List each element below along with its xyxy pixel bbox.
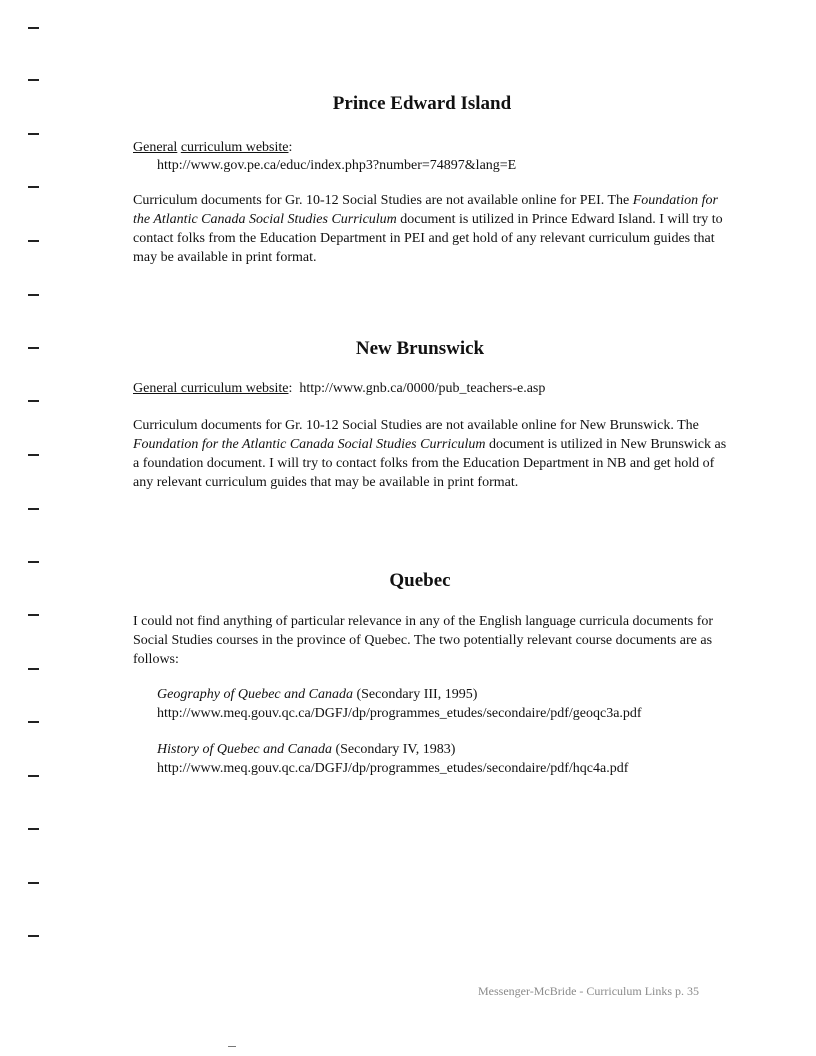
margin-tick — [28, 79, 39, 81]
pei-curriculum-label-part2: curriculum website — [180, 140, 289, 155]
nb-heading: New Brunswick — [355, 338, 485, 359]
pei-curriculum-url-line — [157, 156, 516, 175]
margin-tick — [28, 294, 39, 296]
pei-curriculum-label — [133, 138, 292, 157]
margin-tick — [28, 240, 39, 242]
pei-curriculum-colon: : — [288, 140, 293, 155]
nb-paragraph-text-1: Curriculum documents for Gr. 10-12 Social Studies are not available online for New Brunswick. The — [133, 418, 699, 433]
quebec-doc-1-title: Geography of Quebec and Canada — [157, 687, 353, 702]
margin-tick — [28, 935, 39, 937]
nb-paragraph-doc-title: Foundation for the Atlantic Canada Social Studies Curriculum — [133, 437, 486, 452]
quebec-doc-2-title-line — [157, 740, 455, 759]
quebec-doc-2-url-line — [157, 759, 628, 778]
margin-tick — [28, 508, 39, 510]
margin-tick — [28, 614, 39, 616]
scan-speck — [228, 1046, 236, 1047]
pei-paragraph-text-2: document is utilized in Prince Edward Island. I will try to contact folks from the Education Department in PEI and get hold of any relevant curriculum guides that may be available in print format. — [133, 212, 723, 265]
quebec-heading: Quebec — [389, 570, 451, 591]
nb-paragraph-text-2: document is utilized in New Brunswick as a foundation document. I will try to contact folks from the Education Department in NB and get hold of any relevant curriculum guides that may be available in print format. — [133, 437, 727, 490]
margin-tick — [28, 721, 39, 723]
margin-tick — [28, 775, 39, 777]
margin-tick — [28, 828, 39, 830]
page-footer: Messenger-McBride - Curriculum Links p. 35 — [478, 984, 700, 998]
margin-tick — [28, 882, 39, 884]
margin-tick — [28, 668, 39, 670]
margin-tick — [28, 27, 39, 29]
quebec-doc-1-url[interactable]: http://www.meq.gouv.qc.ca/DGFJ/dp/programmes_etudes/secondaire/pdf/geoqc3a.pdf — [157, 706, 642, 721]
quebec-doc-1-url-line — [157, 704, 642, 723]
pei-curriculum-url[interactable]: http://www.gov.pe.ca/educ/index.php3?number=74897&lang=E — [157, 158, 517, 173]
pei-paragraph-doc-title: Foundation for the Atlantic Canada Social Studies Curriculum — [133, 193, 718, 227]
margin-tick-marks — [0, 0, 60, 1056]
quebec-doc-1-title-line — [157, 685, 477, 704]
quebec-intro: I could not find anything of particular relevance in any of the English language curricula documents for Social Studies courses in the province of Quebec. The two potentially relevant course documents are as follows: — [133, 614, 714, 667]
nb-curriculum-label: General curriculum website — [133, 381, 289, 396]
nb-curriculum-line — [133, 379, 545, 398]
margin-tick — [28, 186, 39, 188]
quebec-doc-2-title: History of Quebec and Canada — [157, 742, 332, 757]
pei-paragraph — [133, 191, 733, 267]
nb-curriculum-colon: : — [288, 381, 293, 396]
pei-heading: Prince Edward Island — [332, 93, 512, 114]
nb-curriculum-url[interactable]: http://www.gnb.ca/0000/pub_teachers-e.asp — [299, 381, 546, 396]
margin-tick — [28, 400, 39, 402]
margin-tick — [28, 454, 39, 456]
quebec-doc-1-detail: (Secondary III, 1995) — [352, 687, 478, 702]
quebec-doc-2-url[interactable]: http://www.meq.gouv.qc.ca/DGFJ/dp/programmes_etudes/secondaire/pdf/hqc4a.pdf — [157, 761, 629, 776]
pei-curriculum-label-part1: General — [133, 140, 178, 155]
quebec-doc-2-detail: (Secondary IV, 1983) — [331, 742, 456, 757]
pei-paragraph-text-1: Curriculum documents for Gr. 10-12 Social Studies are not available online for PEI. The — [133, 193, 633, 208]
nb-paragraph — [133, 416, 733, 492]
margin-tick — [28, 133, 39, 135]
margin-tick — [28, 561, 39, 563]
